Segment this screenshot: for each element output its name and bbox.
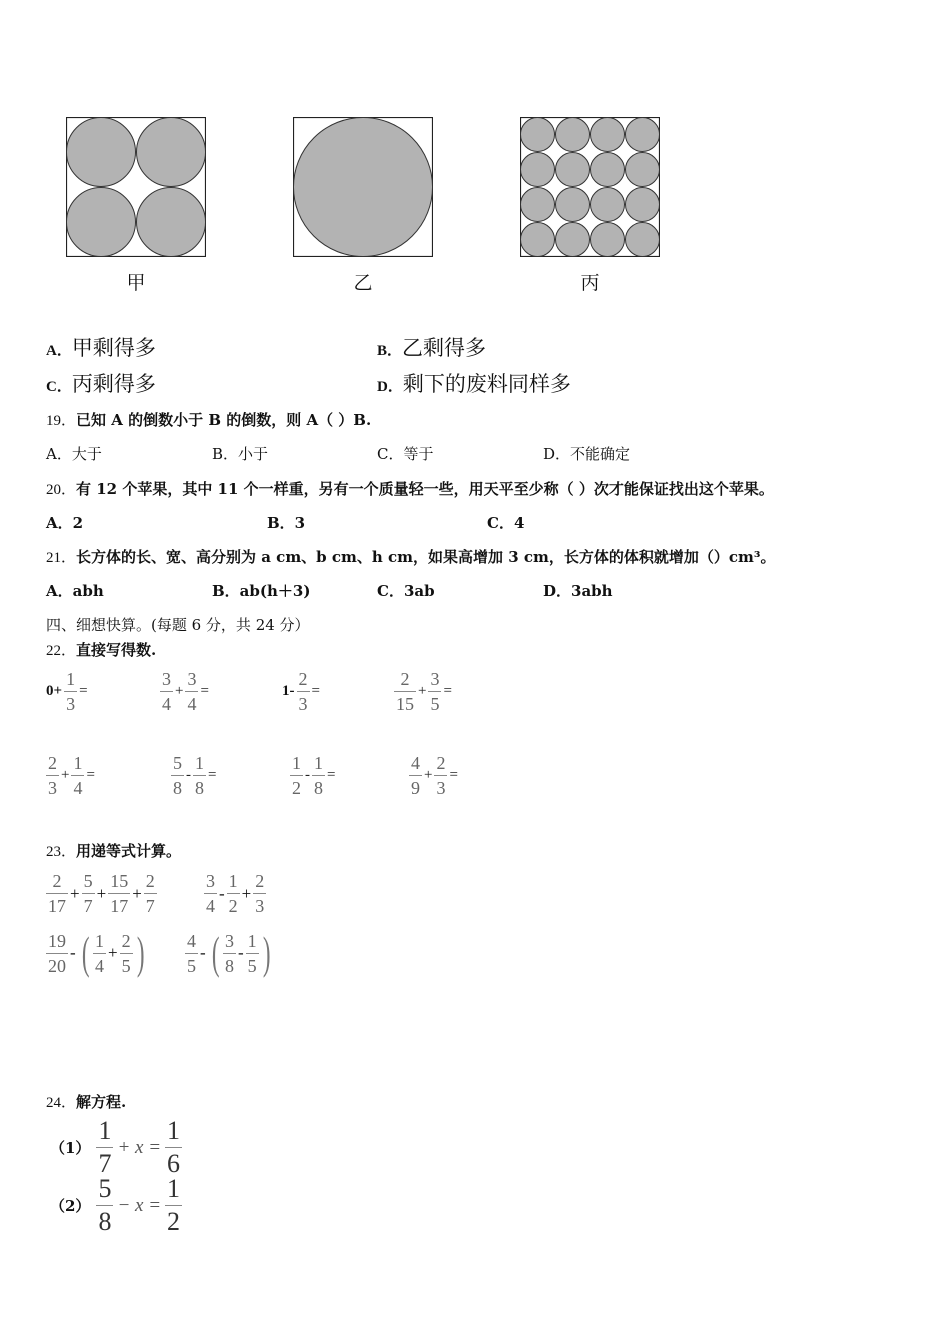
q18-option-a[interactable]: A．甲剩得多 xyxy=(46,336,156,360)
circle xyxy=(626,153,660,187)
fraction: $\frac{2}{15}$ xyxy=(396,669,414,714)
circle xyxy=(591,223,625,257)
fraction: $\frac{19}{20}$ xyxy=(48,930,66,976)
q22-expression: $\frac{1}{2}$ - $\frac{1}{8}$ = xyxy=(292,753,336,798)
q18-option-c[interactable]: C．丙剩得多 xyxy=(46,372,156,396)
fraction: $\frac{1}{4}$ xyxy=(95,930,104,976)
q22-expression: $\frac{4}{9}$ + $\frac{2}{3}$ = xyxy=(411,753,458,798)
q23-expression-1: $\frac{2}{17}$ + $\frac{5}{7}$ + $\frac{15}{17}$ + $\frac{2}{7}$ xyxy=(48,871,155,916)
q20-option-c[interactable]: C．4 xyxy=(487,514,525,532)
q23-expression-3: $\frac{19}{20}$ - ( $\frac{1}{4}$ + $\frac{2}{5}$ ) xyxy=(48,927,145,978)
fraction: $\frac{15}{17}$ xyxy=(110,871,129,916)
q22-expression: 0+ $\frac{1}{3}$ = xyxy=(46,669,88,714)
q22-stem: 22．直接写得数. xyxy=(46,641,157,659)
q24-equation-2: （2） $\frac{5}{8}$ − x = $\frac{1}{2}$ xyxy=(50,1174,181,1236)
circle xyxy=(556,153,590,187)
fraction: $\frac{1}{6}$ xyxy=(167,1116,181,1178)
section-heading: 四、细想快算。(每题 6 分，共 24 分） xyxy=(46,616,310,634)
fraction: $\frac{3}{4}$ xyxy=(206,871,215,916)
circle xyxy=(521,118,555,152)
q22-expression: 1- $\frac{2}{3}$ = xyxy=(282,669,320,714)
q21-option-a[interactable]: A．abh xyxy=(46,582,104,600)
fraction: $\frac{1}{8}$ xyxy=(195,753,204,798)
fraction: $\frac{2}{3}$ xyxy=(48,753,57,798)
q22-expression: $\frac{3}{4}$ + $\frac{3}{4}$ = xyxy=(162,669,209,714)
q21-stem: 21．长方体的长、宽、高分别为 a cm、b cm、h cm，如果高增加 3 cm，长方体的体积就增加（）cm³。 xyxy=(46,548,776,566)
fraction: $\frac{1}{8}$ xyxy=(314,753,323,798)
circle xyxy=(556,223,590,257)
figure-label-jia: 甲 xyxy=(126,272,146,294)
figure-jia xyxy=(66,117,206,257)
fraction: $\frac{3}{4}$ xyxy=(187,669,197,714)
q21-option-b[interactable]: B．ab(h＋3) xyxy=(212,582,311,600)
q20-option-b[interactable]: B．3 xyxy=(267,514,306,532)
fraction: $\frac{1}{3}$ xyxy=(66,669,76,714)
figure-label-yi: 乙 xyxy=(353,272,373,294)
q19-option-a[interactable]: A．大于 xyxy=(46,445,102,463)
fraction: $\frac{3}{8}$ xyxy=(225,930,234,976)
fraction: $\frac{2}{3}$ xyxy=(255,871,265,916)
circle xyxy=(591,188,625,222)
fraction: $\frac{2}{7}$ xyxy=(145,871,155,916)
q20-stem: 20．有 12 个苹果，其中 11 个一样重，另有一个质量轻一些，用天平至少称（ ）次才能保证找出这个苹果。 xyxy=(46,480,774,498)
fraction: $\frac{3}{5}$ xyxy=(430,669,440,714)
circle xyxy=(591,118,625,152)
q22-expression: $\frac{5}{8}$ - $\frac{1}{8}$ = xyxy=(173,753,217,798)
fraction: $\frac{2}{5}$ xyxy=(121,930,131,976)
fraction: $\frac{1}{7}$ xyxy=(98,1116,112,1178)
fraction: $\frac{1}{4}$ xyxy=(73,753,83,798)
fraction: $\frac{5}{7}$ xyxy=(83,871,93,916)
fraction: $\frac{1}{2}$ xyxy=(292,753,301,798)
q24-stem: 24．解方程. xyxy=(46,1093,127,1111)
circle xyxy=(521,188,555,222)
circle xyxy=(556,118,590,152)
circle xyxy=(626,223,660,257)
q21-option-d[interactable]: D．3abh xyxy=(543,582,613,600)
fraction: $\frac{5}{8}$ xyxy=(173,753,182,798)
q23-stem: 23．用递等式计算。 xyxy=(46,842,182,860)
fraction: $\frac{5}{8}$ xyxy=(98,1174,112,1236)
q22-expression: $\frac{2}{15}$ + $\frac{3}{5}$ = xyxy=(396,669,452,714)
fraction: $\frac{2}{3}$ xyxy=(436,753,446,798)
fraction: $\frac{2}{3}$ xyxy=(298,669,308,714)
circle xyxy=(626,118,660,152)
fraction: $\frac{4}{5}$ xyxy=(187,930,196,976)
figure-yi xyxy=(293,117,433,257)
circle xyxy=(626,188,660,222)
q20-option-a[interactable]: A．2 xyxy=(46,514,84,532)
fraction: $\frac{3}{4}$ xyxy=(162,669,171,714)
q23-expression-4: $\frac{4}{5}$ - ( $\frac{3}{8}$ - $\frac{1}{5}$ ) xyxy=(187,927,271,978)
q21-option-c[interactable]: C．3ab xyxy=(377,582,435,600)
fraction: $\frac{1}{2}$ xyxy=(167,1174,181,1236)
q19-option-d[interactable]: D．不能确定 xyxy=(543,445,631,463)
q24-equation-1: （1） $\frac{1}{7}$ + x = $\frac{1}{6}$ xyxy=(50,1116,181,1178)
q19-option-b[interactable]: B．小于 xyxy=(212,445,269,463)
q23-expression-2: $\frac{3}{4}$ - $\frac{1}{2}$ + $\frac{2}{3}$ xyxy=(206,871,265,916)
q18-option-b[interactable]: B．乙剩得多 xyxy=(377,336,487,360)
fraction: $\frac{4}{9}$ xyxy=(411,753,420,798)
q22-expression: $\frac{2}{3}$ + $\frac{1}{4}$ = xyxy=(48,753,95,798)
q19-stem: 19．已知 A 的倒数小于 B 的倒数，则 A（ ）B. xyxy=(46,411,372,429)
circle xyxy=(521,153,555,187)
q18-option-d[interactable]: D．剩下的废料同样多 xyxy=(377,372,571,396)
circle xyxy=(591,153,625,187)
q19-option-c[interactable]: C．等于 xyxy=(377,445,434,463)
fraction: $\frac{1}{5}$ xyxy=(247,930,257,976)
circle xyxy=(521,223,555,257)
circle xyxy=(556,188,590,222)
figure-label-bing: 丙 xyxy=(580,272,600,294)
figure-bing xyxy=(520,117,660,257)
fraction: $\frac{1}{2}$ xyxy=(228,871,238,916)
fraction: $\frac{2}{17}$ xyxy=(48,871,66,916)
